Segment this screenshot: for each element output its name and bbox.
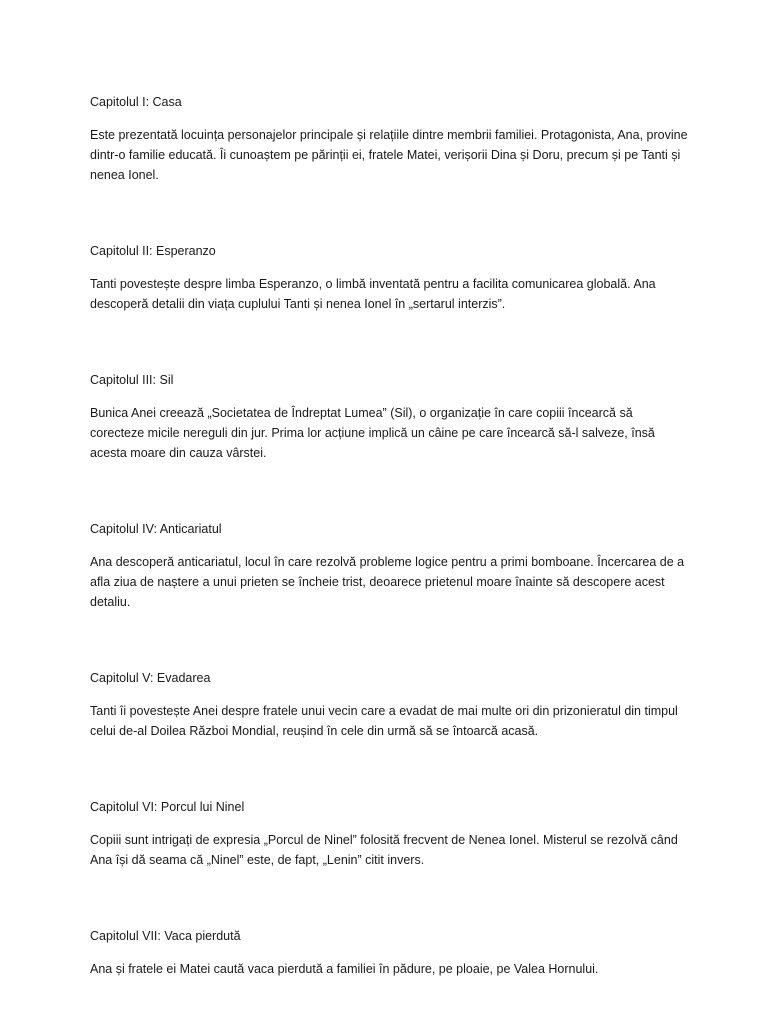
chapter-summary: Ana și fratele ei Matei caută vaca pierdută a familiei în pădure, pe ploaie, pe Valea Hornului. [90,962,599,976]
chapter-title: Capitolul IV: Anticariatul [90,522,222,536]
chapter-summary: Tanti povestește despre limba Esperanzo, o limbă inventată pentru a facilita comunicarea globală. Ana descoperă detalii din viața cuplului Tanti și nenea Ionel în „sertarul interzis”. [90,277,656,311]
chapter-5 [90,668,690,741]
chapter-title: Capitolul III: Sil [90,373,174,387]
chapter-summary: Ana descoperă anticariatul, locul în care rezolvă probleme logice pentru a primi bomboane. Încercarea de a afla ziua de naștere a unui prieten se încheie trist, deoarece prietenul moare înainte să descopere acest detaliu. [90,555,685,609]
chapter-1 [90,92,690,185]
chapter-summary: Tanti îi povestește Anei despre fratele unui vecin care a evadat de mai multe ori din prizonieratul din timpul celui de-al Doilea Război Mondial, reușind în cele din urmă să se întoarcă acasă. [90,704,678,738]
chapter-7 [90,926,690,979]
chapter-title: Capitolul I: Casa [90,95,182,109]
chapter-4 [90,519,690,612]
document-page [90,92,690,979]
chapter-title: Capitolul V: Evadarea [90,671,211,685]
chapter-summary: Bunica Anei creează „Societatea de Îndreptat Lumea” (Sil), o organizație în care copiii încearcă să corecteze micile nereguli din jur. Prima lor acțiune implică un câine pe care încearcă să-l salveze, însă acesta moare din cauza vârstei. [90,406,655,460]
chapter-2 [90,241,690,314]
chapter-title: Capitolul VII: Vaca pierdută [90,929,241,943]
chapter-title: Capitolul II: Esperanzo [90,244,216,258]
chapter-summary: Este prezentată locuința personajelor principale și relațiile dintre membrii familiei. Protagonista, Ana, provine dintr-o familie educată. Îi cunoaștem pe părinții ei, fratele Matei, verișorii Dina și Doru, precum și pe Tanti și nenea Ionel. [90,128,688,182]
chapter-3 [90,370,690,463]
chapter-summary: Copiii sunt intrigați de expresia „Porcul de Ninel” folosită frecvent de Nenea Ionel. Misterul se rezolvă când Ana își dă seama că „Ninel” este, de fapt, „Lenin” citit invers. [90,833,678,867]
chapter-6 [90,797,690,870]
chapter-title: Capitolul VI: Porcul lui Ninel [90,800,245,814]
